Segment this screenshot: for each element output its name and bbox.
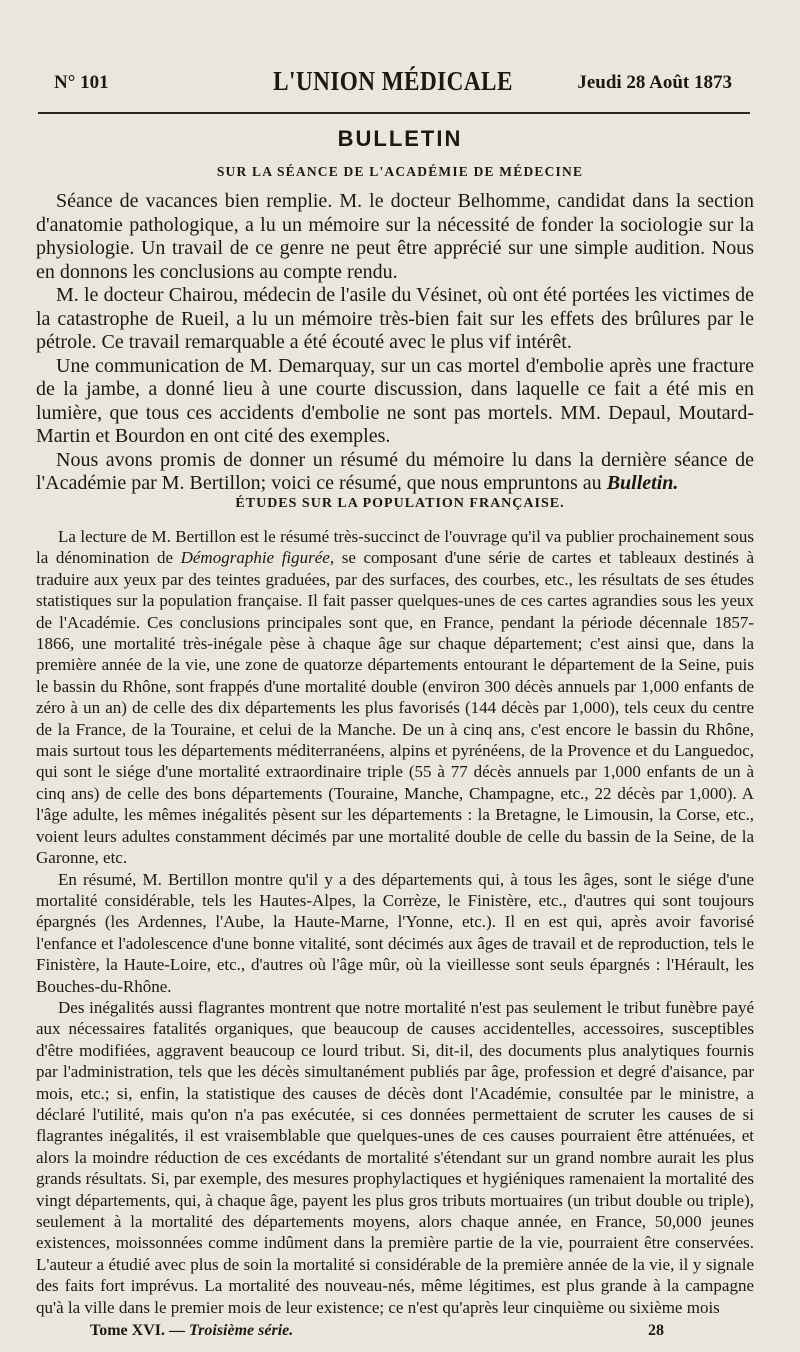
bulletin-heading: BULLETIN (337, 126, 463, 151)
work-title: Démographie figurée, (180, 548, 335, 568)
body-text: La lecture de M. Bertillon est le résumé très-succinct de l'ouvrage qu'il va publier prochainement sous la dénomination de (36, 527, 754, 568)
journal-title: L'UNION MÉDICALE (273, 66, 513, 96)
body-paragraph: En résumé, M. Bertillon montre qu'il y a des départements qui, à tous les âges, sont le siége d'une mortalité considérable, tels les Hautes-Alpes, la Corrèze, le Finistère, etc., d'autres qui sont toujours épargnés (les Ardennes, l'Aube, la Haute-Marne, l'Yonne, etc.). Il en est qui, après avoir favorisé l'enfance et l'adolescence d'une bonne vitalité, sont décimés aux âges de travail et de reproduction, tels le Finistère, la Haute-Loire, etc., d'autres où l'âge mûr, où la vieillesse sont seuls épargnés : l'Hérault, les Bouches-du-Rhône. (36, 869, 754, 996)
source-title: Bulletin. (606, 472, 679, 494)
bulletin-subheading: SUR LA SÉANCE DE L'ACADÉMIE DE MÉDECINE (216, 164, 584, 179)
body-paragraph (36, 526, 754, 869)
intro-section (36, 190, 754, 496)
issue-number: N° 101 (54, 72, 109, 93)
body-text: se composant d'une série de cartes et tableaux destinés à traduire aux yeux par des teintes graduées, par des surfaces, des courbes, etc., les résultats de ses études statistiques sur la population française. Il fait passer quelques-unes de ces cartes agrandies sous les yeux de l'Académie. Ces conclusions principales sont que, en France, pendant la période décennale 1857-1866, une mortalité très-inégale pèse à chaque âge sur chaque département; c'est ainsi que, dans la première année de la vie, une zone de quatorze départements entourant le département de la Seine, puis le bassin du Rhône, sont frappés d'une mortalité double (environ 300 décès annuels par 1,000 enfants de zéro à un an) de celle des dix départements les plus favorisés (144 décès par 1,000), tels ceux du centre de la France, de la Touraine, et celui de la Manche. De un à cinq ans, c'est encore le bassin du Rhône, mais surtout tous les départements méditerranéens, alpins et pyrénéens, de la Provence et du Languedoc, qui sont le siége d'une mortalité extraordinaire triple (55 à 77 décès annuels par 1,000 enfants de un à cinq ans) de celle des bons départements (Touraine, Manche, Champagne, etc., 22 décès par 1,000). A l'âge adulte, les mêmes inégalités pèsent sur les départements : la Bretagne, le Limousin, la Corse, etc., voient leurs adultes constamment décimés par une mortalité double de celle du bassin de la Seine, de la Garonne, etc. (36, 548, 754, 868)
section-heading: ÉTUDES SUR LA POPULATION FRANÇAISE. (235, 496, 565, 511)
series-label: Troisième série. (188, 1322, 294, 1339)
article-body (36, 526, 754, 1318)
intro-paragraph: Séance de vacances bien remplie. M. le docteur Belhomme, candidat dans la section d'anatomie pathologique, a lu un mémoire sur la nécessité de fonder la sociologie sur la physiologie. Un travail de ce genre ne peut être apprécié sur une simple audition. Nous en donnons les conclusions au compte rendu. (36, 190, 754, 283)
intro-paragraph: Une communication de M. Demarquay, sur un cas mortel d'embolie après une fracture de la jambe, a donné lieu à une courte discussion, dans laquelle ce fait a été mis en lumière, que tous ces accidents d'embolie ne sont pas mortels. MM. Depaul, Moutard-Martin et Bourdon en ont cité des exemples. (36, 354, 754, 447)
issue-date: Jeudi 28 Août 1873 (577, 72, 732, 93)
masthead (54, 66, 732, 106)
intro-text: Nous avons promis de donner un résumé du mémoire lu dans la dernière séance de l'Académie par M. Bertillon; voici ce résumé, que nous empruntons au (36, 448, 754, 494)
intro-paragraph: M. le docteur Chairou, médecin de l'asile du Vésinet, où ont été portées les victimes de la catastrophe de Rueil, a lu un mémoire très-bien fait sur les effets des brûlures par le pétrole. Ce travail remarquable a été écouté avec le plus vif intérêt. (36, 284, 754, 353)
volume-text: Tome XVI. — (90, 1322, 189, 1339)
intro-paragraph (36, 449, 754, 496)
volume-label (90, 1322, 293, 1339)
header-rule (38, 112, 750, 114)
page-number: 28 (648, 1322, 664, 1339)
page-footer (90, 1322, 664, 1340)
body-paragraph: Des inégalités aussi flagrantes montrent que notre mortalité n'est pas seulement le tribut funèbre payé aux nécessaires fatalités organiques, que beaucoup de causes accidentelles, accessoires, susceptibles d'être modifiées, aggravent beaucoup ce lourd tribut. Si, dit-il, des documents plus analytiques fournis par l'administration, tels que les décès simultanément publiés par âge, profession et degré d'aisance, par mois, etc.; si, enfin, la statistique des causes de décès dont l'Académie, consultée par le ministre, a déclaré l'utilité, mais qu'on n'a pas exécutée, si ces données permettaient de scruter les causes de si flagrantes inégalités, il est vraisemblable que quelques-unes de ces causes pourraient être atténuées, et alors la moindre réduction de ces excédants de mortalité s'étendant sur un grand nombre aurait les plus grands résultats. Si, par exemple, des mesures prophylactiques et hygiéniques ramenaient la mortalité des vingt départements, qui, à chaque âge, payent les plus gros tributs mortuaires (un tribut double ou triple), seulement à la mortalité des départements moyens, alors chaque année, en France, 50,000 jeunes existences, moissonnées comme indûment dans la première partie de la vie, pourraient être conservées. L'auteur a étudié avec plus de soin la mortalité si considérable de la première année de la vie, il y signale des faits fort imprévus. La mortalité des nouveau-nés, même légitimes, est plus grande à la campagne qu'à la ville dans le premier mois de leur existence; ce n'est qu'après leur cinquième ou sixième mois (36, 997, 754, 1317)
